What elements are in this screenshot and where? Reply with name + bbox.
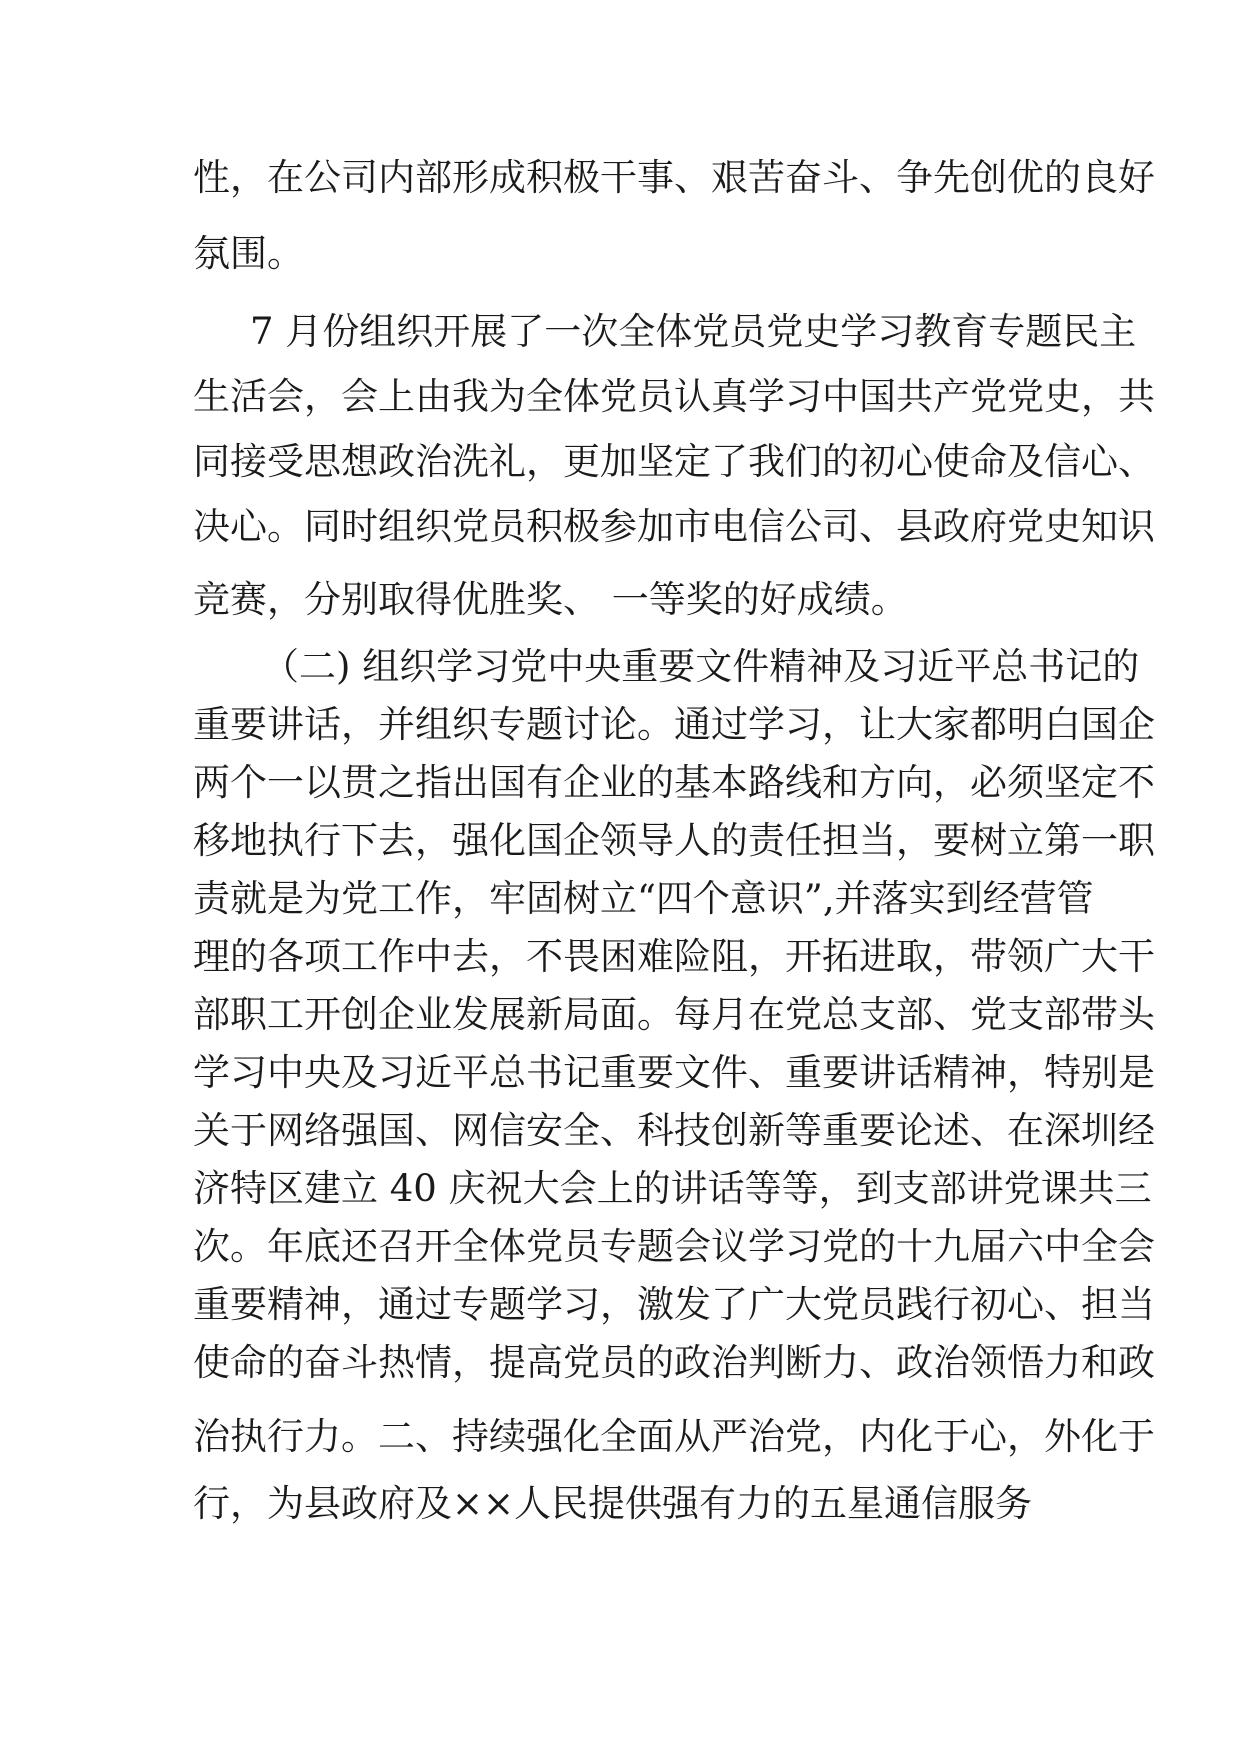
paragraph-line-10: 两个一以贯之指出国有企业的基本路线和方向，必须坚定不	[193, 761, 1155, 804]
paragraph-line-2: 氛围。	[193, 232, 304, 275]
paragraph-line-15: 学习中央及习近平总书记重要文件、重要讲话精神，特别是	[193, 1051, 1155, 1094]
paragraph-line-8: （二) 组织学习党中央重要文件精神及习近平总书记的	[262, 645, 1140, 688]
paragraph-line-1: 性，在公司内部形成积极干事、艰苦奋斗、争先创优的良好	[193, 156, 1155, 199]
paragraph-line-13: 理的各项工作中去，不畏困难险阻，开拓进取，带领广大干	[193, 935, 1155, 978]
paragraph-line-21: 治执行力。二、持续强化全面从严治党，内化于心，外化于	[193, 1415, 1155, 1458]
paragraph-line-12: 责就是为党工作，牢固树立“四个意识”,并落实到经营管	[193, 877, 1094, 920]
paragraph-line-6: 决心。同时组织党员积极参加市电信公司、县政府党史知识	[193, 505, 1155, 548]
paragraph-line-7: 竞赛，分别取得优胜奖、 一等奖的好成绩。	[193, 578, 908, 621]
paragraph-line-11: 移地执行下去，强化国企领导人的责任担当，要树立第一职	[193, 819, 1155, 862]
paragraph-line-3: 7 月份组织开展了一次全体党员党史学习教育专题民主	[250, 310, 1137, 353]
paragraph-line-17: 济特区建立 40 庆祝大会上的讲话等等，到支部讲党课共三	[193, 1167, 1152, 1210]
paragraph-line-14: 部职工开创企业发展新局面。每月在党总支部、党支部带头	[193, 993, 1155, 1036]
paragraph-line-4: 生活会，会上由我为全体党员认真学习中国共产党党史，共	[193, 375, 1155, 418]
paragraph-line-18: 次。年底还召开全体党员专题会议学习党的十九届六中全会	[193, 1225, 1155, 1268]
paragraph-line-9: 重要讲话，并组织专题讨论。通过学习，让大家都明白国企	[193, 703, 1155, 746]
paragraph-line-16: 关于网络强国、网信安全、科技创新等重要论述、在深圳经	[193, 1109, 1155, 1152]
paragraph-line-5: 同接受思想政治洗礼，更加坚定了我们的初心使命及信心、	[193, 440, 1155, 483]
paragraph-line-22: 行，为县政府及××人民提供强有力的五星通信服务	[193, 1482, 1033, 1525]
paragraph-line-19: 重要精神，通过专题学习，激发了广大党员践行初心、担当	[193, 1283, 1155, 1326]
paragraph-line-20: 使命的奋斗热情，提高党员的政治判断力、政治领悟力和政	[193, 1341, 1155, 1384]
